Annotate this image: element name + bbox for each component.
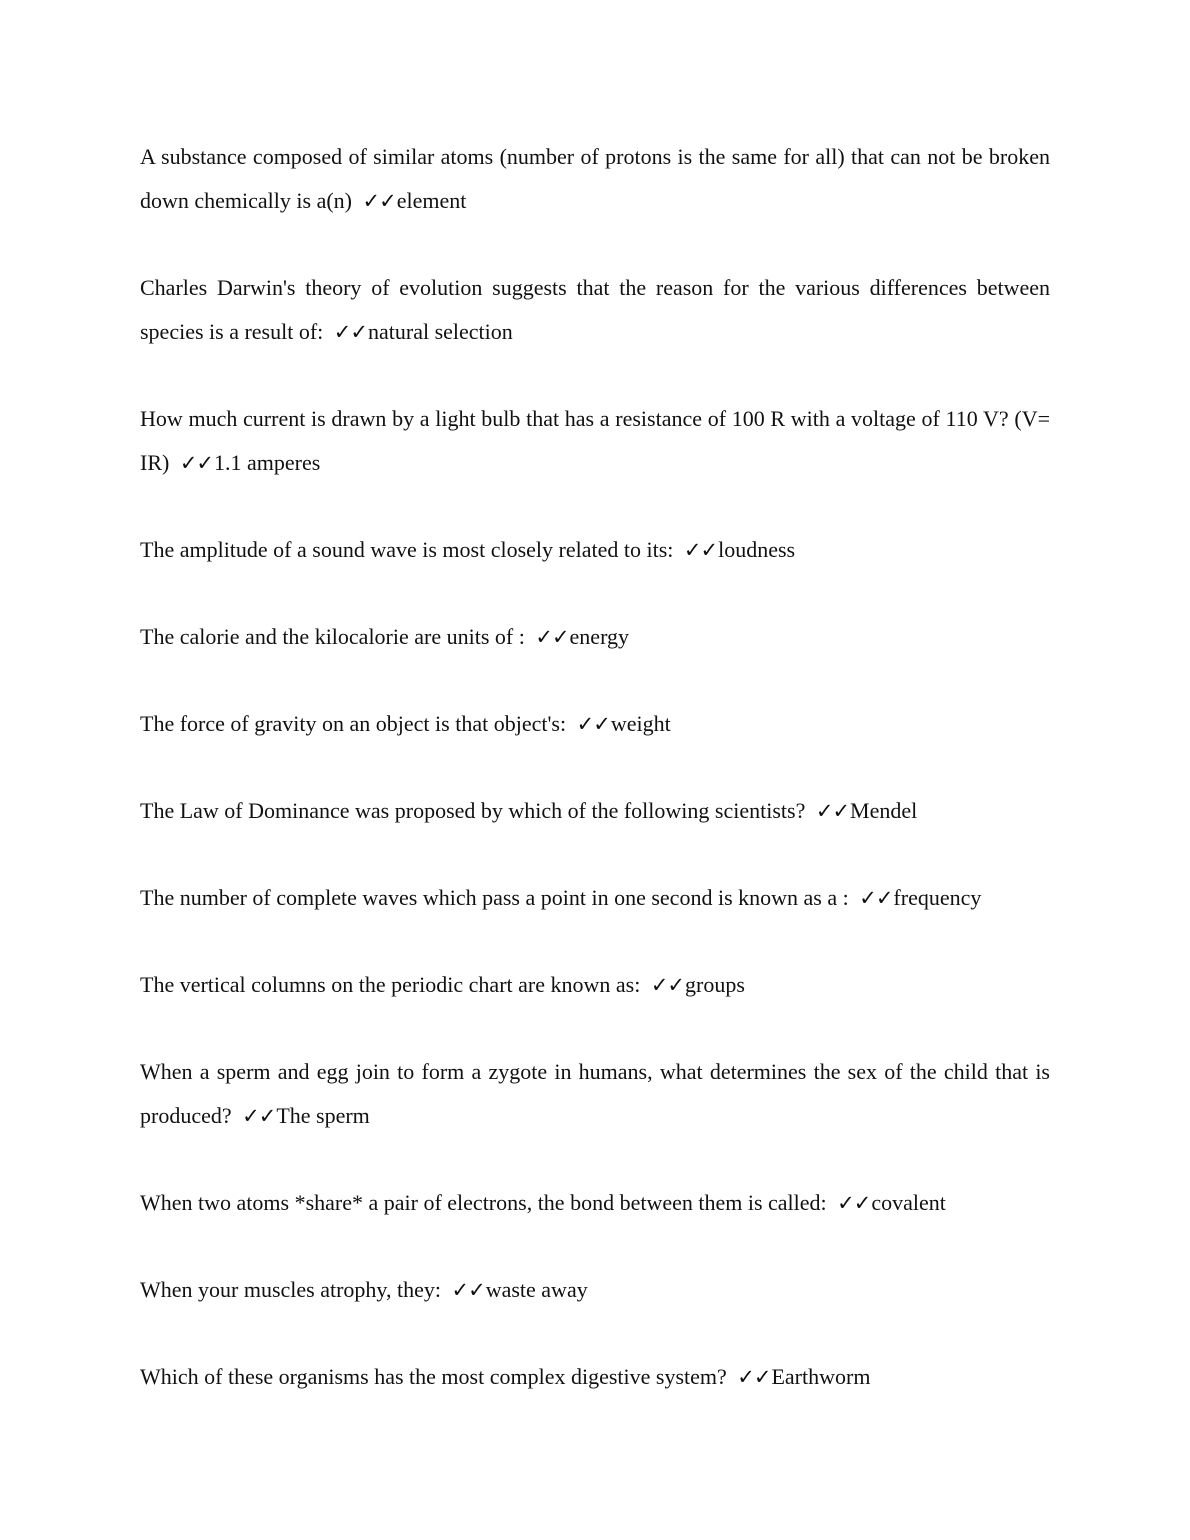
check-mark-icon: ✓✓ <box>333 320 367 344</box>
check-mark-icon: ✓✓ <box>837 1191 871 1215</box>
qa-item <box>140 397 1050 485</box>
question-text: When your muscles atrophy, they: <box>140 1277 447 1302</box>
check-mark-icon: ✓✓ <box>737 1365 771 1389</box>
question-text: The number of complete waves which pass a point in one second is known as a : <box>140 885 855 910</box>
question-answer-list <box>140 135 1050 1442</box>
answer-text: natural selection <box>368 319 513 344</box>
qa-item <box>140 1355 1050 1399</box>
answer-text: loudness <box>718 537 796 562</box>
qa-item <box>140 963 1050 1007</box>
answer-text: The sperm <box>276 1103 370 1128</box>
question-text: Charles Darwin's theory of evolution suggests that the reason for the various differences between species is a result of: <box>140 275 1050 344</box>
answer-text: 1.1 amperes <box>214 450 321 475</box>
check-mark-icon: ✓✓ <box>242 1104 276 1128</box>
check-mark-icon: ✓✓ <box>451 1278 485 1302</box>
answer-text: element <box>396 188 467 213</box>
check-mark-icon: ✓✓ <box>362 189 396 213</box>
qa-item <box>140 266 1050 354</box>
qa-item <box>140 789 1050 833</box>
qa-item <box>140 702 1050 746</box>
question-text: Which of these organisms has the most complex digestive system? <box>140 1364 733 1389</box>
question-text: The vertical columns on the periodic chart are known as: <box>140 972 646 997</box>
qa-item <box>140 1050 1050 1138</box>
qa-item <box>140 1268 1050 1312</box>
check-mark-icon: ✓✓ <box>683 538 718 562</box>
answer-text: Earthworm <box>771 1364 871 1389</box>
question-text: When two atoms *share* a pair of electrons, the bond between them is called: <box>140 1190 833 1215</box>
question-text: The amplitude of a sound wave is most closely related to its: <box>140 537 679 562</box>
question-text: The calorie and the kilocalorie are units of : <box>140 624 531 649</box>
qa-item <box>140 528 1050 572</box>
question-text: A substance composed of similar atoms (number of protons is the same for all) that can not be broken down chemically is a(n) <box>140 144 1050 213</box>
check-mark-icon: ✓✓ <box>535 625 569 649</box>
answer-text: Mendel <box>850 798 918 823</box>
answer-text: groups <box>685 972 745 997</box>
qa-item <box>140 876 1050 920</box>
question-text: How much current is drawn by a light bulb that has a resistance of 100 R with a voltage of 110 V? (V= IR) <box>140 406 1050 475</box>
answer-text: weight <box>610 711 671 736</box>
answer-text: energy <box>569 624 630 649</box>
question-text: The Law of Dominance was proposed by which of the following scientists? <box>140 798 811 823</box>
check-mark-icon: ✓✓ <box>576 712 610 736</box>
check-mark-icon: ✓✓ <box>815 799 850 823</box>
answer-text: frequency <box>893 885 982 910</box>
question-text: When a sperm and egg join to form a zygote in humans, what determines the sex of the child that is produced? <box>140 1059 1050 1128</box>
qa-item <box>140 135 1050 223</box>
qa-item <box>140 1181 1050 1225</box>
question-text: The force of gravity on an object is that object's: <box>140 711 572 736</box>
qa-item <box>140 615 1050 659</box>
check-mark-icon: ✓✓ <box>179 451 214 475</box>
answer-text: waste away <box>485 1277 588 1302</box>
answer-text: covalent <box>871 1190 946 1215</box>
check-mark-icon: ✓✓ <box>650 973 685 997</box>
check-mark-icon: ✓✓ <box>859 886 893 910</box>
